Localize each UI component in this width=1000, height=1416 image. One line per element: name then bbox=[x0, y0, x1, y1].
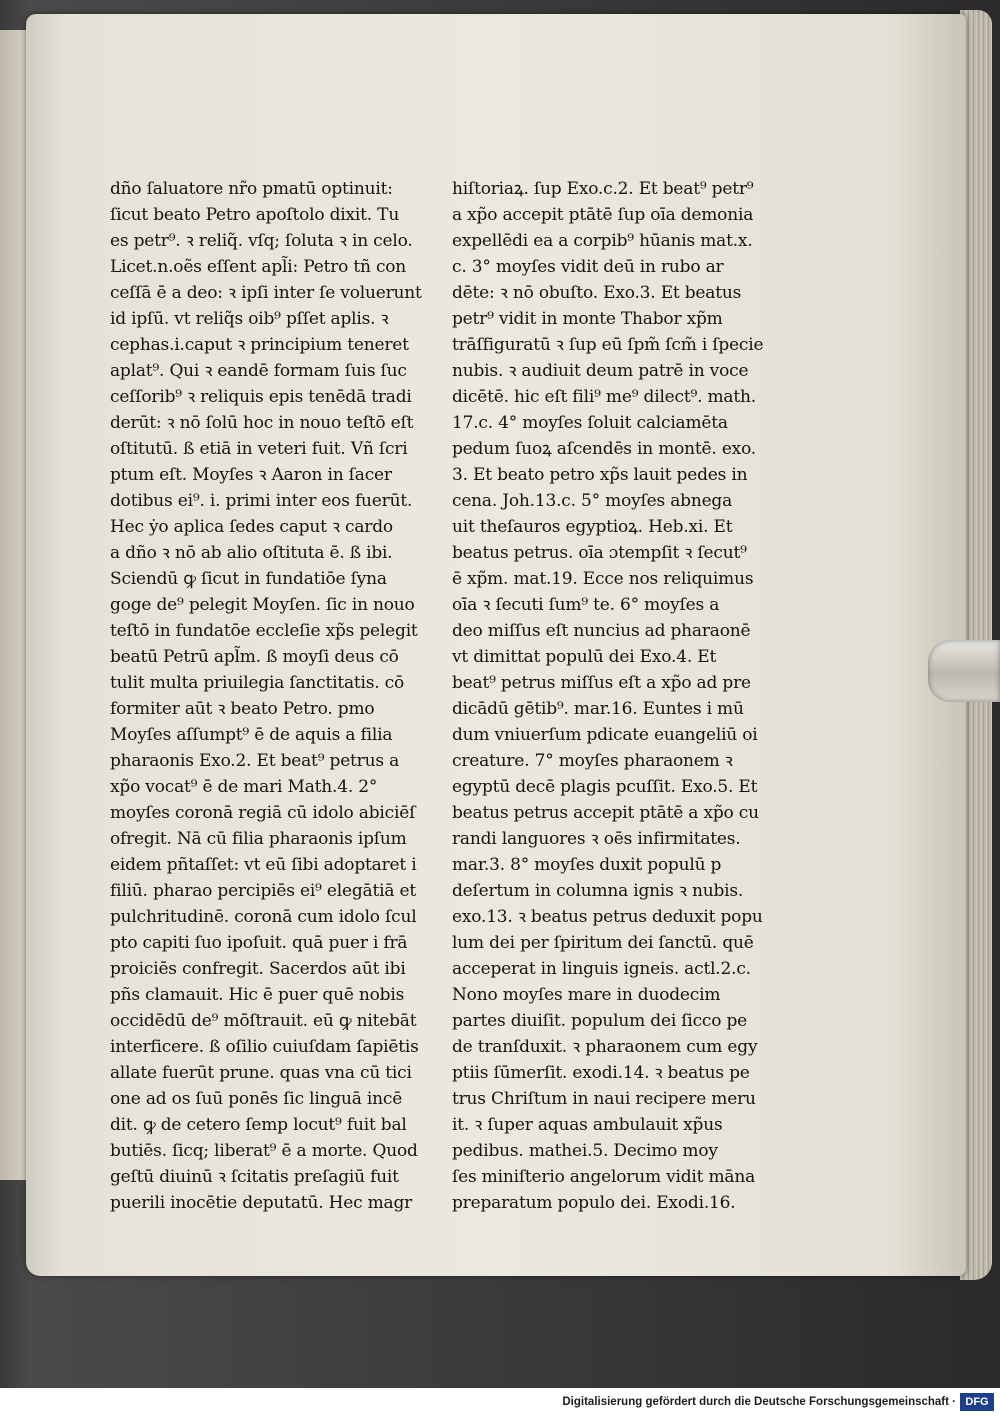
text-line: Licet.n.oẽs eſſent apl̃i: Petro tñ con bbox=[110, 257, 407, 277]
text-line: ceſſā ē a deo: ꝛ ipſi inter ſe voluerunt bbox=[110, 283, 422, 303]
text-line: dum vniuerſum pdicate euangeliū oi bbox=[452, 725, 758, 745]
text-line: tulit multa priuilegia ſanctitatis. cō bbox=[110, 673, 405, 693]
text-line: dēte: ꝛ nō obuſto. Exo.3. Et beatus bbox=[452, 283, 742, 303]
text-line: dicādū gētib⁹. mar.16. Euntes i mū bbox=[452, 699, 744, 719]
text-line: hiſtoriaꝝ. ſup Exo.c.2. Et beat⁹ petr⁹ bbox=[452, 179, 754, 199]
text-line: egyptū decē plagis pcuſſit. Exo.5. Et bbox=[452, 777, 758, 797]
text-line: moyſes coronā regiā cū idolo abiciēſ bbox=[110, 803, 416, 823]
text-line: geſtū diuinū ꝛ ſcitatis preſagiū fuit bbox=[110, 1167, 399, 1187]
text-line: ē xp̃m. mat.19. Ecce nos reliquimus bbox=[452, 569, 754, 589]
text-line: 17.c. 4° moyſes ſoluit calciamēta bbox=[452, 413, 728, 433]
text-line: deo miſſus eſt nuncius ad pharaonē bbox=[452, 621, 751, 641]
text-line: randi languores ꝛ oēs infirmitates. bbox=[452, 829, 741, 849]
text-line: ptiis ſūmerſit. exodi.14. ꝛ beatus pe bbox=[452, 1063, 750, 1083]
text-line: one ad os ſuū ponēs ſic linguā incē bbox=[110, 1089, 403, 1109]
text-column-left bbox=[110, 176, 428, 1213]
text-line: preparatum populo dei. Exodi.16. bbox=[452, 1193, 736, 1213]
text-line: acceperat in linguis igneis. actl.2.c. bbox=[452, 959, 751, 979]
text-line: cephas.i.caput ꝛ principium teneret bbox=[110, 335, 409, 355]
text-column-right bbox=[452, 176, 774, 1213]
footer-bar bbox=[0, 1388, 1000, 1416]
text-line: deſertum in columna ignis ꝛ nubis. bbox=[452, 881, 744, 901]
text-line: id ipſū. vt reliq̃s oib⁹ pſſet aplis. ꝛ bbox=[110, 309, 389, 329]
text-line: de tranſduxit. ꝛ pharaonem cum egy bbox=[452, 1037, 758, 1057]
text-line: ofregit. Nā cū filia pharaonis ipſum bbox=[110, 829, 407, 849]
text-line: occidēdū de⁹ mōſtrauit. eū ꝙ nitebāt bbox=[110, 1011, 417, 1031]
text-line: nubis. ꝛ audiuit deum patrē in voce bbox=[452, 361, 749, 381]
text-line: ſicut beato Petro apoſtolo dixit. Tu bbox=[110, 205, 400, 225]
text-line: petr⁹ vidit in monte Thabor xp̃m bbox=[452, 309, 723, 329]
text-line: puerili inocētie deputatū. Hec magr bbox=[110, 1193, 413, 1213]
text-line: butiēs. ſicq; liberat⁹ ē a morte. Quod bbox=[110, 1141, 418, 1161]
text-line: pulchritudinē. coronā cum idolo ſcul bbox=[110, 907, 417, 927]
dfg-logo: DFG bbox=[960, 1393, 994, 1411]
text-line: trus Chriſtum in naui recipere meru bbox=[452, 1089, 756, 1109]
text-line: beatus petrus. oīa ɔtempſit ꝛ ſecut⁹ bbox=[452, 543, 747, 563]
text-line: Moyſes aſſumpt⁹ ē de aquis a filia bbox=[110, 725, 393, 745]
text-line: expellēdi ea a corpib⁹ hūanis mat.x. bbox=[452, 231, 753, 251]
text-line: dño ſaluatore nr̃o pmatū optinuit: bbox=[110, 179, 393, 199]
text-line: ptum eſt. Moyſes ꝛ Aaron in ſacer bbox=[110, 465, 392, 485]
text-line: a dño ꝛ nō ab alio oſtituta ē. ß ibi. bbox=[110, 543, 393, 563]
text-line: Nono moyſes mare in duodecim bbox=[452, 985, 721, 1005]
text-line: 3. Et beato petro xp̃s lauit pedes in bbox=[452, 465, 748, 485]
text-line: exo.13. ꝛ beatus petrus deduxit popu bbox=[452, 907, 763, 927]
text-line: dicētē. hic eſt fili⁹ me⁹ dilect⁹. math. bbox=[452, 387, 756, 407]
text-line: ſes miniſterio angelorum vidit māna bbox=[452, 1167, 756, 1187]
text-line: pharaonis Exo.2. Et beat⁹ petrus a bbox=[110, 751, 400, 771]
text-line: allate fuerūt prune. quas vna cū tici bbox=[110, 1063, 412, 1083]
funding-credit: Digitalisierung gefördert durch die Deutsche Forschungsgemeinschaft · bbox=[562, 1396, 956, 1408]
text-line: formiter aūt ꝛ beato Petro. pmo bbox=[110, 699, 375, 719]
text-line: xp̃o vocat⁹ ē de mari Math.4. 2° bbox=[110, 777, 378, 797]
page-clip bbox=[928, 640, 1000, 702]
text-line: cena. Joh.13.c. 5° moyſes abnega bbox=[452, 491, 733, 511]
text-line: pedibus. mathei.5. Decimo moy bbox=[452, 1141, 718, 1161]
text-line: oīa ꝛ ſecuti ſum⁹ te. 6° moyſes a bbox=[452, 595, 720, 615]
text-line: creature. 7° moyſes pharaonem ꝛ bbox=[452, 751, 733, 771]
text-line: teſtō in fundatōe eccleſie xp̃s pelegit bbox=[110, 621, 418, 641]
text-line: pñs clamauit. Hic ē puer quē nobis bbox=[110, 985, 405, 1005]
text-line: pto capiti ſuo ipoſuit. quā puer i frā bbox=[110, 933, 408, 953]
text-line: mar.3. 8° moyſes duxit populū p bbox=[452, 855, 722, 875]
text-line: derūt: ꝛ nō ſolū hoc in nouo teſtō eſt bbox=[110, 413, 414, 433]
text-line: partes diuiſit. populum dei ſicco pe bbox=[452, 1011, 748, 1031]
text-line: pedum ſuoꝝ aſcendēs in montē. exo. bbox=[452, 439, 757, 459]
text-line: interficere. ß oſilio cuiuſdam ſapiētis bbox=[110, 1037, 419, 1057]
text-line: dit. ꝙ de cetero ſemp locut⁹ fuit bal bbox=[110, 1115, 407, 1135]
text-line: proiciēs confregit. Sacerdos aūt ibi bbox=[110, 959, 406, 979]
text-line: beatū Petrū apl̃m. ß moyſi deus cō bbox=[110, 647, 399, 667]
text-line: vt dimittat populū dei Exo.4. Et bbox=[452, 647, 717, 667]
text-line: c. 3° moyſes vidit deū in rubo ar bbox=[452, 257, 724, 277]
text-line: es petr⁹. ꝛ reliq̃. vſq; ſoluta ꝛ in celo. bbox=[110, 231, 413, 251]
text-line: goge de⁹ pelegit Moyſen. ſic in nouo bbox=[110, 595, 415, 615]
text-line: it. ꝛ ſuper aquas ambulauit xp̃us bbox=[452, 1115, 723, 1135]
text-line: trāſfiguratū ꝛ ſup eū ſpm̃ ſcm̃ i ſpecie bbox=[452, 335, 764, 355]
text-line: beat⁹ petrus miſſus eſt a xp̃o ad pre bbox=[452, 673, 751, 693]
text-line: eidem pñtaſſet: vt eū ſibi adoptaret i bbox=[110, 855, 417, 875]
text-line: Hec ẏo aplica ſedes caput ꝛ cardo bbox=[110, 517, 393, 537]
text-line: oſtitutū. ß etiā in veteri fuit. Vñ ſcri bbox=[110, 439, 408, 459]
text-line: lum dei per ſpiritum dei ſanctū. quē bbox=[452, 933, 754, 953]
text-line: aplat⁹. Qui ꝛ eandē formam ſuis ſuc bbox=[110, 361, 407, 381]
text-line: Sciendū ꝙ ſicut in fundatiōe ſyna bbox=[110, 569, 387, 589]
text-line: ceſſorib⁹ ꝛ reliquis epis tenēdā tradi bbox=[110, 387, 412, 407]
text-line: beatus petrus accepit ptātē a xp̃o cu bbox=[452, 803, 759, 823]
text-line: dotibus ei⁹. i. primi inter eos fuerūt. bbox=[110, 491, 413, 511]
text-line: uit theſauros egyptioꝝ. Heb.xi. Et bbox=[452, 517, 733, 537]
text-line: filiū. pharao percipiēs ei⁹ elegātiā et bbox=[110, 881, 416, 901]
text-line: a xp̃o accepit ptātē ſup oīa demonia bbox=[452, 205, 754, 225]
